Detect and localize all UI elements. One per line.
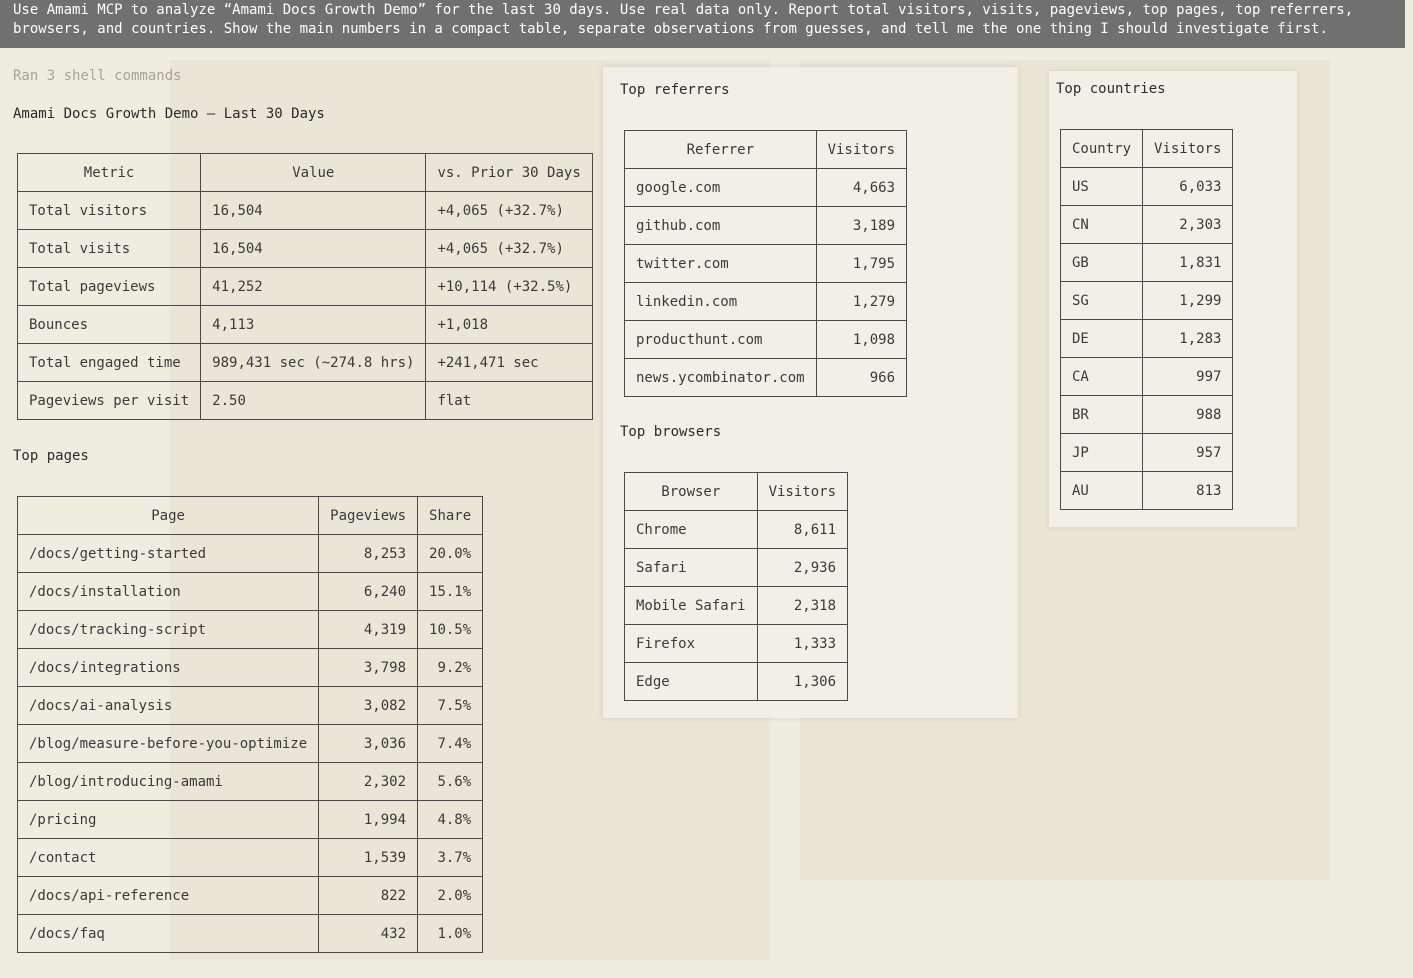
user-prompt-banner: Use Amami MCP to analyze “Amami Docs Growth Demo” for the last 30 days. Use real data only. Report total visitors, visits, pageviews, top pages, top referrers, browsers, and countries. Show the main numbers in a compact table, separate observations from guesses, and tell me the one thing I should investigate first.: [0, 0, 1405, 48]
page-path-cell: /blog/measure-before-you-optimize: [18, 725, 319, 763]
page-path-cell: /docs/api-reference: [18, 877, 319, 915]
table-row: [625, 359, 907, 397]
column-header: Metric: [18, 154, 201, 192]
table-row: [18, 306, 593, 344]
table-row: [18, 535, 483, 573]
pageviews-cell: 2,302: [319, 763, 418, 801]
visitors-cell: 957: [1143, 434, 1233, 472]
share-cell: 2.0%: [418, 877, 483, 915]
country-cell: JP: [1061, 434, 1143, 472]
visitors-cell: 988: [1143, 396, 1233, 434]
table-row: [18, 573, 483, 611]
metric-value-cell: 41,252: [201, 268, 426, 306]
share-cell: 7.4%: [418, 725, 483, 763]
pageviews-cell: 4,319: [319, 611, 418, 649]
country-cell: US: [1061, 168, 1143, 206]
pageviews-cell: 3,798: [319, 649, 418, 687]
visitors-cell: 1,831: [1143, 244, 1233, 282]
browser-cell: Chrome: [625, 511, 758, 549]
pageviews-cell: 1,994: [319, 801, 418, 839]
visitors-cell: 1,299: [1143, 282, 1233, 320]
column-header: Value: [201, 154, 426, 192]
table-row: [18, 725, 483, 763]
pageviews-cell: 3,036: [319, 725, 418, 763]
metric-name-cell: Total visits: [18, 230, 201, 268]
share-cell: 9.2%: [418, 649, 483, 687]
table-row: [18, 801, 483, 839]
table-row: [18, 763, 483, 801]
metric-value-cell: 16,504: [201, 192, 426, 230]
pageviews-cell: 8,253: [319, 535, 418, 573]
metric-value-cell: 16,504: [201, 230, 426, 268]
page-path-cell: /docs/integrations: [18, 649, 319, 687]
table-row: [1061, 244, 1233, 282]
top-browsers-table: [624, 472, 848, 701]
top-countries-table: [1060, 129, 1233, 510]
table-row: [1061, 320, 1233, 358]
metric-value-cell: 989,431 sec (~274.8 hrs): [201, 344, 426, 382]
column-header: Page: [18, 497, 319, 535]
referrer-cell: google.com: [625, 169, 817, 207]
share-cell: 10.5%: [418, 611, 483, 649]
referrer-cell: twitter.com: [625, 245, 817, 283]
ran-commands-label[interactable]: Ran 3 shell commands: [13, 68, 182, 84]
browser-cell: Mobile Safari: [625, 587, 758, 625]
column-header: Share: [418, 497, 483, 535]
table-header-row: [18, 497, 483, 535]
visitors-cell: 1,333: [757, 625, 847, 663]
page-path-cell: /blog/introducing-amami: [18, 763, 319, 801]
table-row: [18, 649, 483, 687]
metric-name-cell: Pageviews per visit: [18, 382, 201, 420]
metric-delta-cell: +4,065 (+32.7%): [426, 230, 592, 268]
table-row: [18, 877, 483, 915]
metric-delta-cell: +1,018: [426, 306, 592, 344]
country-cell: AU: [1061, 472, 1143, 510]
pageviews-cell: 6,240: [319, 573, 418, 611]
column-header: vs. Prior 30 Days: [426, 154, 592, 192]
page-path-cell: /pricing: [18, 801, 319, 839]
table-row: [625, 207, 907, 245]
metric-name-cell: Total engaged time: [18, 344, 201, 382]
visitors-cell: 1,098: [816, 321, 906, 359]
table-row: [18, 687, 483, 725]
country-cell: DE: [1061, 320, 1143, 358]
table-row: [18, 382, 593, 420]
table-row: [625, 169, 907, 207]
referrer-cell: github.com: [625, 207, 817, 245]
countries-panel: [1049, 71, 1297, 527]
table-header-row: [625, 473, 848, 511]
country-cell: CN: [1061, 206, 1143, 244]
table-row: [18, 839, 483, 877]
column-header: Visitors: [816, 131, 906, 169]
visitors-cell: 6,033: [1143, 168, 1233, 206]
table-row: [18, 611, 483, 649]
column-header: Browser: [625, 473, 758, 511]
visitors-cell: 2,318: [757, 587, 847, 625]
country-cell: CA: [1061, 358, 1143, 396]
visitors-cell: 1,306: [757, 663, 847, 701]
table-row: [625, 321, 907, 359]
share-cell: 4.8%: [418, 801, 483, 839]
page-path-cell: /docs/tracking-script: [18, 611, 319, 649]
country-cell: BR: [1061, 396, 1143, 434]
table-row: [18, 230, 593, 268]
visitors-cell: 8,611: [757, 511, 847, 549]
visitors-cell: 813: [1143, 472, 1233, 510]
table-row: [1061, 396, 1233, 434]
column-header: Visitors: [1143, 130, 1233, 168]
table-row: [18, 192, 593, 230]
table-header-row: [1061, 130, 1233, 168]
pageviews-cell: 822: [319, 877, 418, 915]
referrer-cell: producthunt.com: [625, 321, 817, 359]
top-browsers-title: Top browsers: [620, 424, 722, 440]
table-row: [18, 915, 483, 953]
visitors-cell: 2,303: [1143, 206, 1233, 244]
metric-delta-cell: +241,471 sec: [426, 344, 592, 382]
metrics-table: [17, 153, 593, 420]
table-row: [1061, 358, 1233, 396]
page-path-cell: /contact: [18, 839, 319, 877]
pageviews-cell: 432: [319, 915, 418, 953]
visitors-cell: 4,663: [816, 169, 906, 207]
top-referrers-title: Top referrers: [620, 82, 730, 98]
top-pages-table: [17, 496, 483, 953]
share-cell: 1.0%: [418, 915, 483, 953]
top-referrers-table: [624, 130, 907, 397]
share-cell: 15.1%: [418, 573, 483, 611]
column-header: Visitors: [757, 473, 847, 511]
browser-cell: Firefox: [625, 625, 758, 663]
metric-delta-cell: +10,114 (+32.5%): [426, 268, 592, 306]
top-pages-title: Top pages: [13, 448, 89, 464]
browser-cell: Edge: [625, 663, 758, 701]
table-row: [18, 268, 593, 306]
country-cell: SG: [1061, 282, 1143, 320]
visitors-cell: 966: [816, 359, 906, 397]
page-path-cell: /docs/getting-started: [18, 535, 319, 573]
table-row: [1061, 168, 1233, 206]
share-cell: 20.0%: [418, 535, 483, 573]
visitors-cell: 1,795: [816, 245, 906, 283]
visitors-cell: 3,189: [816, 207, 906, 245]
share-cell: 3.7%: [418, 839, 483, 877]
visitors-cell: 997: [1143, 358, 1233, 396]
table-row: [1061, 434, 1233, 472]
table-row: [625, 663, 848, 701]
browser-cell: Safari: [625, 549, 758, 587]
table-row: [18, 344, 593, 382]
table-row: [625, 549, 848, 587]
page-path-cell: /docs/faq: [18, 915, 319, 953]
column-header: Country: [1061, 130, 1143, 168]
table-row: [625, 625, 848, 663]
metric-name-cell: Bounces: [18, 306, 201, 344]
pageviews-cell: 3,082: [319, 687, 418, 725]
visitors-cell: 1,279: [816, 283, 906, 321]
page-path-cell: /docs/installation: [18, 573, 319, 611]
report-title: Amami Docs Growth Demo — Last 30 Days: [13, 106, 325, 122]
referrer-cell: linkedin.com: [625, 283, 817, 321]
column-header: Pageviews: [319, 497, 418, 535]
table-row: [1061, 206, 1233, 244]
share-cell: 7.5%: [418, 687, 483, 725]
country-cell: GB: [1061, 244, 1143, 282]
table-header-row: [625, 131, 907, 169]
table-header-row: [18, 154, 593, 192]
metric-value-cell: 2.50: [201, 382, 426, 420]
visitors-cell: 2,936: [757, 549, 847, 587]
column-header: Referrer: [625, 131, 817, 169]
table-row: [1061, 282, 1233, 320]
pageviews-cell: 1,539: [319, 839, 418, 877]
table-row: [625, 283, 907, 321]
metric-value-cell: 4,113: [201, 306, 426, 344]
share-cell: 5.6%: [418, 763, 483, 801]
referrer-cell: news.ycombinator.com: [625, 359, 817, 397]
metric-name-cell: Total visitors: [18, 192, 201, 230]
table-row: [625, 587, 848, 625]
table-row: [625, 511, 848, 549]
table-row: [1061, 472, 1233, 510]
metric-delta-cell: +4,065 (+32.7%): [426, 192, 592, 230]
top-countries-title: Top countries: [1056, 81, 1166, 97]
referrers-browsers-panel: [603, 67, 1018, 718]
page-path-cell: /docs/ai-analysis: [18, 687, 319, 725]
table-row: [625, 245, 907, 283]
metric-name-cell: Total pageviews: [18, 268, 201, 306]
visitors-cell: 1,283: [1143, 320, 1233, 358]
metric-delta-cell: flat: [426, 382, 592, 420]
